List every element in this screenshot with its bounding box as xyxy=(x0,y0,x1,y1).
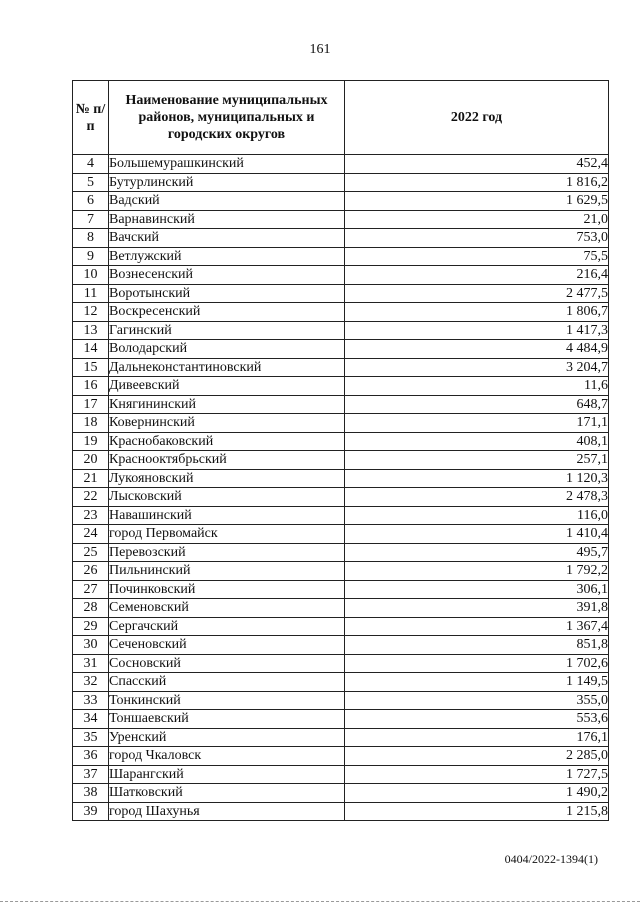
row-number: 30 xyxy=(73,636,109,655)
row-value: 171,1 xyxy=(345,414,609,433)
row-number: 19 xyxy=(73,432,109,451)
table-row xyxy=(73,636,609,655)
table-row xyxy=(73,525,609,544)
row-number: 7 xyxy=(73,210,109,229)
table-row xyxy=(73,710,609,729)
row-value: 2 478,3 xyxy=(345,488,609,507)
table-row xyxy=(73,266,609,285)
row-number: 38 xyxy=(73,784,109,803)
header-name: Наименование муниципальных районов, муниципальных и городских округов xyxy=(109,81,345,155)
row-value: 1 702,6 xyxy=(345,654,609,673)
row-number: 24 xyxy=(73,525,109,544)
district-name: Вознесенский xyxy=(109,266,345,285)
district-name: Навашинский xyxy=(109,506,345,525)
table-row xyxy=(73,284,609,303)
district-name: Пильнинский xyxy=(109,562,345,581)
row-value: 116,0 xyxy=(345,506,609,525)
table-row xyxy=(73,469,609,488)
district-name: Перевозский xyxy=(109,543,345,562)
district-name: Краснобаковский xyxy=(109,432,345,451)
table-row xyxy=(73,765,609,784)
district-name: Починковский xyxy=(109,580,345,599)
district-name: Краснооктябрьский xyxy=(109,451,345,470)
table-row xyxy=(73,784,609,803)
row-number: 17 xyxy=(73,395,109,414)
table-row xyxy=(73,451,609,470)
row-value: 1 120,3 xyxy=(345,469,609,488)
row-value: 1 149,5 xyxy=(345,673,609,692)
row-value: 553,6 xyxy=(345,710,609,729)
district-name: Воскресенский xyxy=(109,303,345,322)
row-value: 391,8 xyxy=(345,599,609,618)
row-number: 33 xyxy=(73,691,109,710)
district-name: Лысковский xyxy=(109,488,345,507)
row-number: 34 xyxy=(73,710,109,729)
district-name: Варнавинский xyxy=(109,210,345,229)
row-number: 22 xyxy=(73,488,109,507)
table-row xyxy=(73,155,609,174)
table-row xyxy=(73,247,609,266)
document-code: 0404/2022-1394(1) xyxy=(504,852,598,866)
row-value: 2 477,5 xyxy=(345,284,609,303)
row-number: 14 xyxy=(73,340,109,359)
district-name: Тоншаевский xyxy=(109,710,345,729)
district-name: Ветлужский xyxy=(109,247,345,266)
district-name: Уренский xyxy=(109,728,345,747)
table-row xyxy=(73,173,609,192)
row-number: 31 xyxy=(73,654,109,673)
district-name: Сосновский xyxy=(109,654,345,673)
row-number: 26 xyxy=(73,562,109,581)
table-row xyxy=(73,321,609,340)
table-row xyxy=(73,543,609,562)
table-row xyxy=(73,654,609,673)
table-row xyxy=(73,747,609,766)
row-value: 1 215,8 xyxy=(345,802,609,821)
row-value: 176,1 xyxy=(345,728,609,747)
table-row xyxy=(73,580,609,599)
table-row xyxy=(73,303,609,322)
table-row xyxy=(73,358,609,377)
district-name: Шарангский xyxy=(109,765,345,784)
row-value: 11,6 xyxy=(345,377,609,396)
table-row xyxy=(73,340,609,359)
district-name: Семеновский xyxy=(109,599,345,618)
district-name: Шатковский xyxy=(109,784,345,803)
page-number: 161 xyxy=(309,42,331,57)
table-row xyxy=(73,377,609,396)
row-value: 4 484,9 xyxy=(345,340,609,359)
row-number: 36 xyxy=(73,747,109,766)
row-value: 1 410,4 xyxy=(345,525,609,544)
district-name: город Чкаловск xyxy=(109,747,345,766)
row-number: 25 xyxy=(73,543,109,562)
district-name: город Первомайск xyxy=(109,525,345,544)
row-value: 1 792,2 xyxy=(345,562,609,581)
row-value: 1 367,4 xyxy=(345,617,609,636)
district-name: Вачский xyxy=(109,229,345,248)
table-row xyxy=(73,691,609,710)
district-name: Княгининский xyxy=(109,395,345,414)
row-value: 1 417,3 xyxy=(345,321,609,340)
row-value: 851,8 xyxy=(345,636,609,655)
row-value: 1 806,7 xyxy=(345,303,609,322)
bottom-divider xyxy=(0,901,640,902)
row-value: 1 629,5 xyxy=(345,192,609,211)
row-number: 9 xyxy=(73,247,109,266)
district-name: Дивеевский xyxy=(109,377,345,396)
row-number: 37 xyxy=(73,765,109,784)
row-number: 10 xyxy=(73,266,109,285)
row-value: 452,4 xyxy=(345,155,609,174)
district-name: город Шахунья xyxy=(109,802,345,821)
table-row xyxy=(73,488,609,507)
row-value: 75,5 xyxy=(345,247,609,266)
table-header-row xyxy=(73,81,609,155)
row-number: 32 xyxy=(73,673,109,692)
table-row xyxy=(73,673,609,692)
row-number: 21 xyxy=(73,469,109,488)
district-name: Большемурашкинский xyxy=(109,155,345,174)
table-row xyxy=(73,506,609,525)
row-number: 12 xyxy=(73,303,109,322)
table-row xyxy=(73,562,609,581)
table-row xyxy=(73,802,609,821)
table-row xyxy=(73,617,609,636)
district-name: Воротынский xyxy=(109,284,345,303)
table-row xyxy=(73,728,609,747)
row-number: 4 xyxy=(73,155,109,174)
district-name: Ковернинский xyxy=(109,414,345,433)
district-name: Гагинский xyxy=(109,321,345,340)
district-name: Сеченовский xyxy=(109,636,345,655)
row-value: 1 727,5 xyxy=(345,765,609,784)
row-value: 257,1 xyxy=(345,451,609,470)
row-number: 20 xyxy=(73,451,109,470)
district-name: Сергачский xyxy=(109,617,345,636)
row-number: 6 xyxy=(73,192,109,211)
row-value: 306,1 xyxy=(345,580,609,599)
row-number: 35 xyxy=(73,728,109,747)
table-body xyxy=(73,155,609,821)
row-number: 5 xyxy=(73,173,109,192)
row-value: 21,0 xyxy=(345,210,609,229)
row-number: 28 xyxy=(73,599,109,618)
district-name: Бутурлинский xyxy=(109,173,345,192)
row-number: 29 xyxy=(73,617,109,636)
row-value: 1 816,2 xyxy=(345,173,609,192)
row-number: 11 xyxy=(73,284,109,303)
header-year: 2022 год xyxy=(345,81,609,155)
district-table xyxy=(72,80,609,821)
row-number: 23 xyxy=(73,506,109,525)
table-row xyxy=(73,599,609,618)
row-value: 648,7 xyxy=(345,395,609,414)
row-value: 2 285,0 xyxy=(345,747,609,766)
table-row xyxy=(73,192,609,211)
table-row xyxy=(73,414,609,433)
district-name: Дальнеконстантиновский xyxy=(109,358,345,377)
row-value: 408,1 xyxy=(345,432,609,451)
row-number: 16 xyxy=(73,377,109,396)
row-value: 1 490,2 xyxy=(345,784,609,803)
table-row xyxy=(73,210,609,229)
table-row xyxy=(73,395,609,414)
row-number: 8 xyxy=(73,229,109,248)
row-number: 18 xyxy=(73,414,109,433)
row-number: 13 xyxy=(73,321,109,340)
row-value: 495,7 xyxy=(345,543,609,562)
district-name: Тонкинский xyxy=(109,691,345,710)
table-row xyxy=(73,432,609,451)
table-row xyxy=(73,229,609,248)
header-num: № п/п xyxy=(73,81,109,155)
district-name: Володарский xyxy=(109,340,345,359)
row-value: 3 204,7 xyxy=(345,358,609,377)
district-name: Лукояновский xyxy=(109,469,345,488)
row-number: 15 xyxy=(73,358,109,377)
row-value: 216,4 xyxy=(345,266,609,285)
row-value: 355,0 xyxy=(345,691,609,710)
row-number: 39 xyxy=(73,802,109,821)
row-value: 753,0 xyxy=(345,229,609,248)
district-name: Вадский xyxy=(109,192,345,211)
district-name: Спасский xyxy=(109,673,345,692)
row-number: 27 xyxy=(73,580,109,599)
